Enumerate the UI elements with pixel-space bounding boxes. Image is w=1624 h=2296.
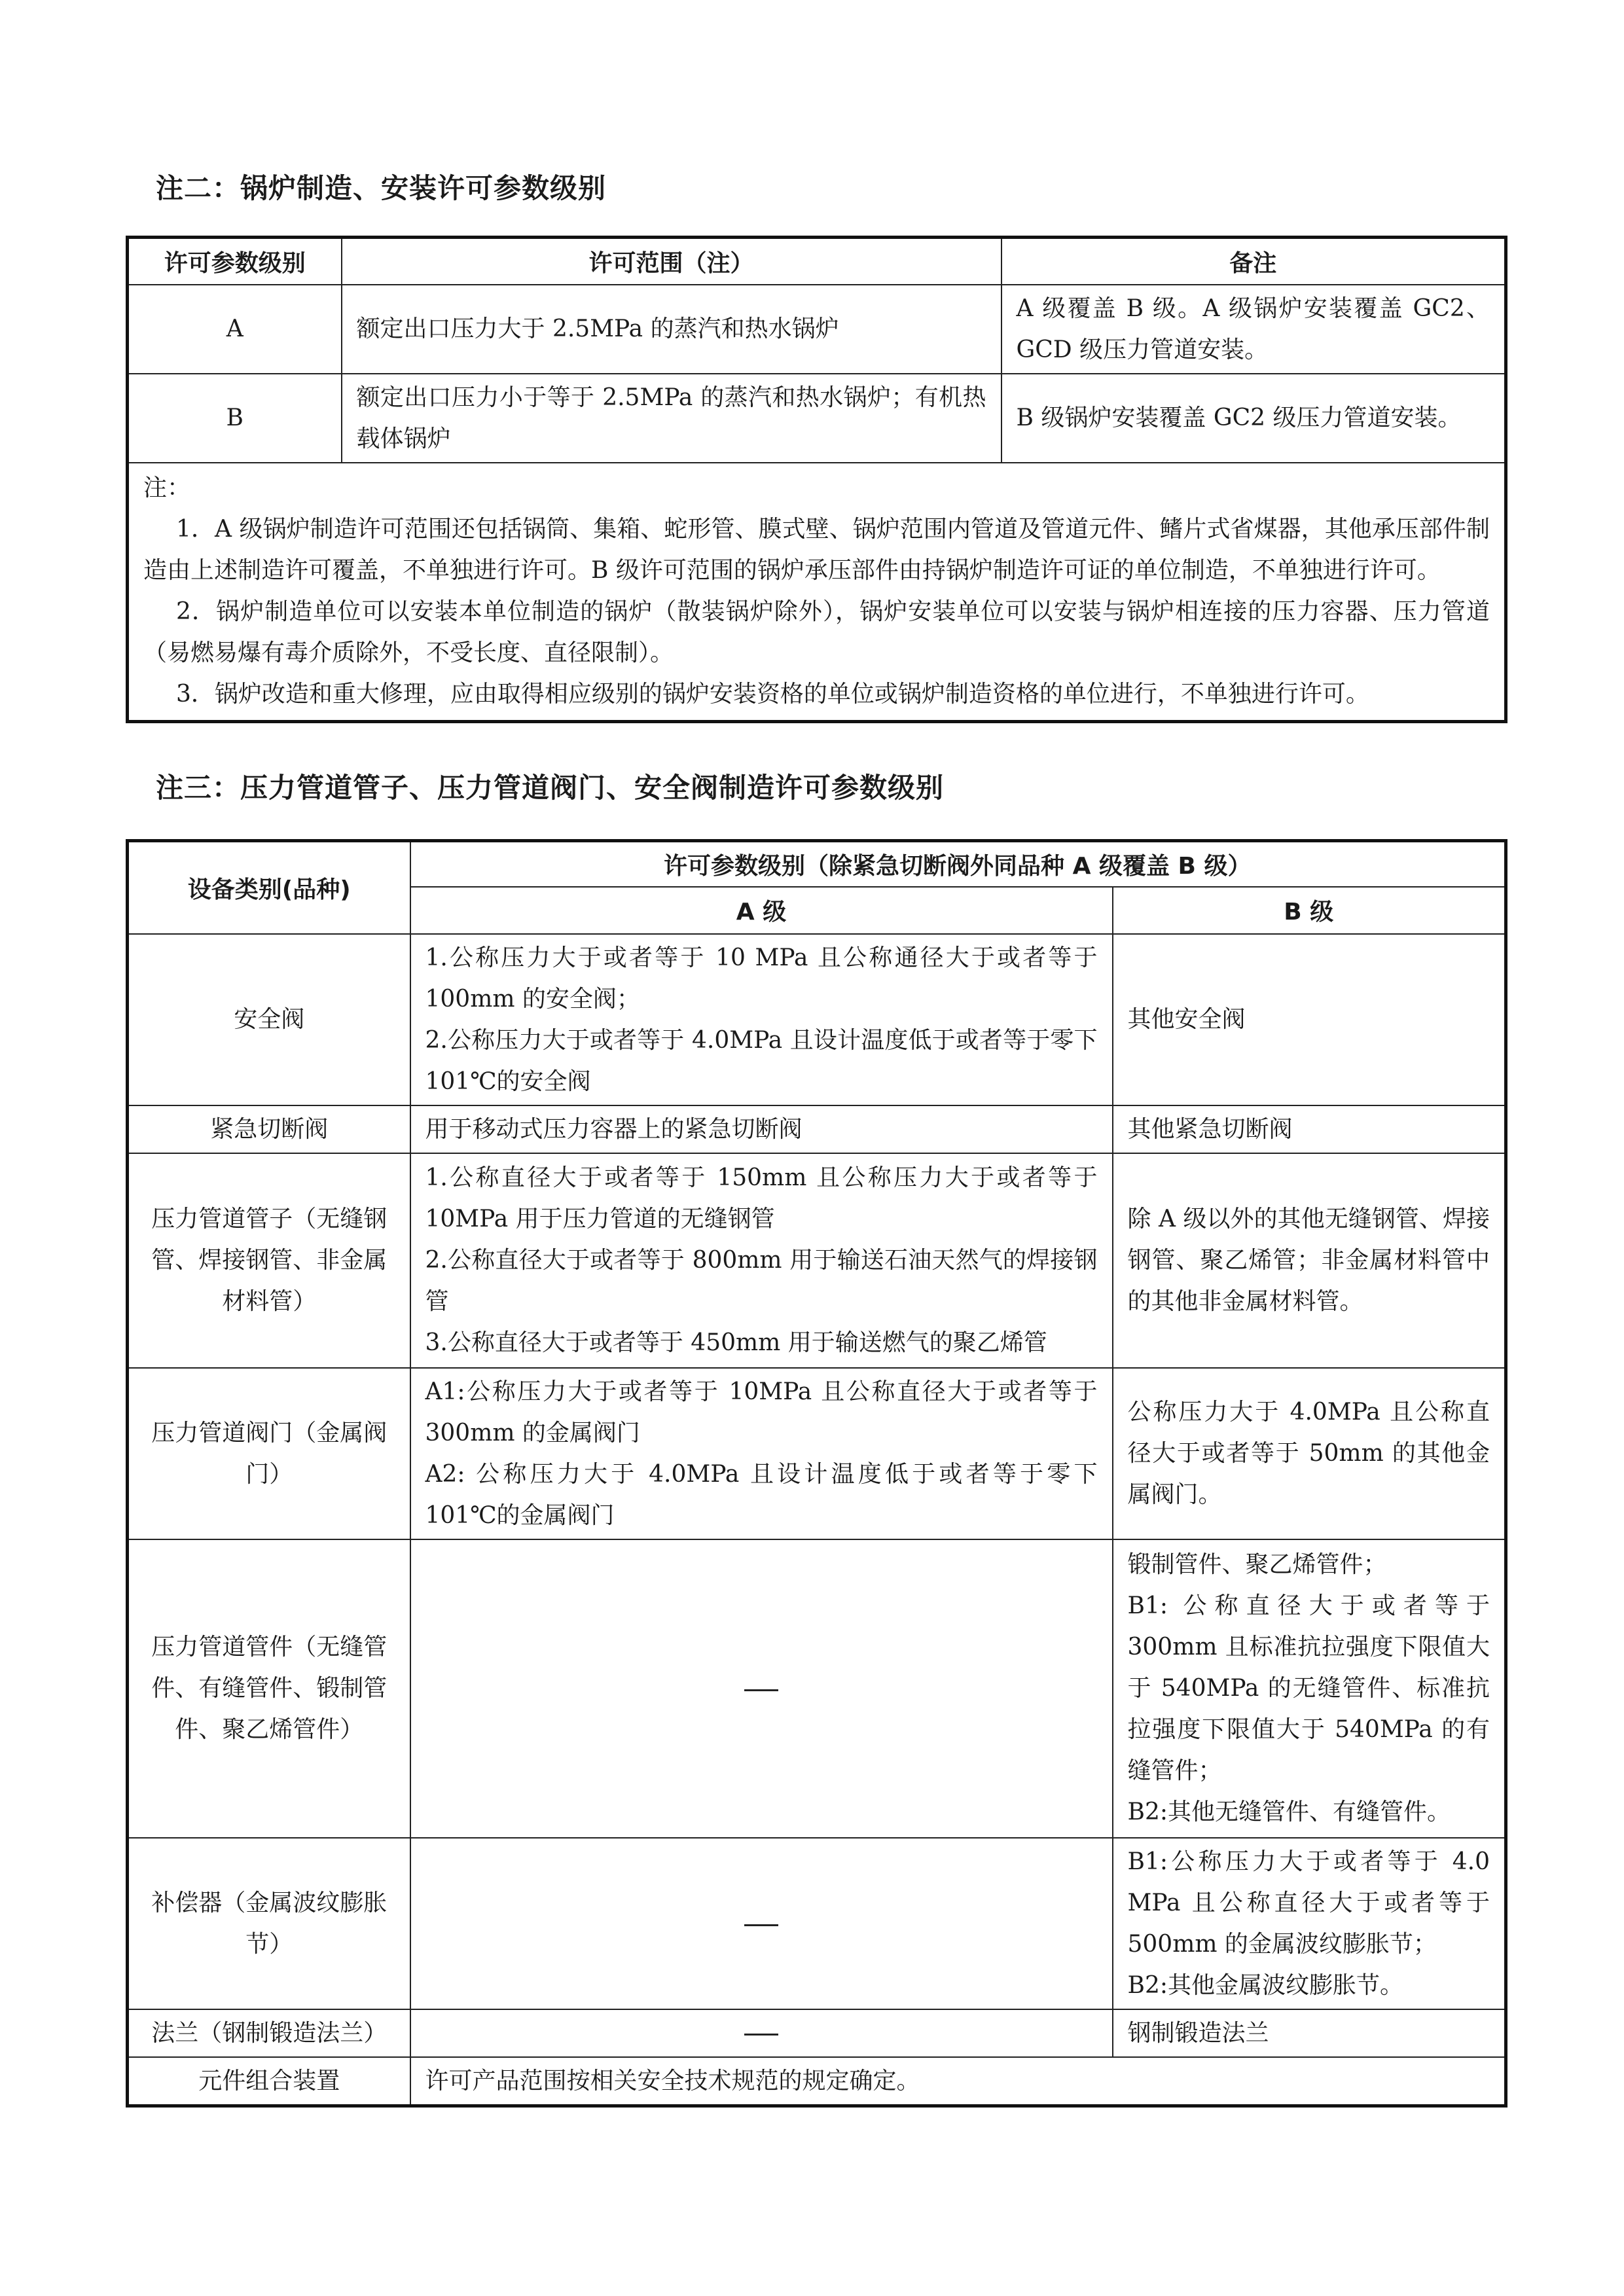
dash-mark xyxy=(744,1924,778,1926)
scope-cell: 额定出口压力大于 2.5MPa 的蒸汽和热水锅炉 xyxy=(342,285,1001,374)
note-item: 3．锅炉改造和重大修理，应由取得相应级别的锅炉安装资格的单位或锅炉制造资格的单位进行，不单独进行许可。 xyxy=(176,680,1369,708)
b-level-cell: 其他紧急切断阀 xyxy=(1113,1105,1506,1153)
b-level-line: B2:其他无缝管件、有缝管件。 xyxy=(1127,1799,1451,1825)
header-level-group: 许可参数级别（除紧急切断阀外同品种 A 级覆盖 B 级） xyxy=(410,841,1506,887)
table-header-row xyxy=(128,841,1506,887)
b-level-cell: 其他安全阀 xyxy=(1113,934,1506,1105)
a-level-line: 用于移动式压力容器上的紧急切断阀 xyxy=(425,1115,803,1143)
category-cell: 压力管道管件（无缝管件、有缝管件、锻制管件、聚乙烯管件） xyxy=(128,1539,410,1838)
b-level-line: B1: 公称直径大于或者等于 300mm 且标准抗拉强度下限值大于 540MPa 的无缝管件、标准抗拉强度下限值大于 540MPa 的有缝管件； xyxy=(1127,1592,1490,1784)
a-level-line: 3.公称直径大于或者等于 450mm 用于输送燃气的聚乙烯管 xyxy=(425,1329,1047,1356)
header-category: 设备类别(品种) xyxy=(128,841,410,934)
header-level: 许可参数级别 xyxy=(128,238,342,285)
header-a-level: A 级 xyxy=(410,887,1113,934)
category-cell: 补偿器（金属波纹膨胀节） xyxy=(128,1838,410,2009)
table-row xyxy=(128,1368,1506,1539)
category-cell: 压力管道阀门（金属阀门） xyxy=(128,1368,410,1539)
header-b-level: B 级 xyxy=(1113,887,1506,934)
pipe-valve-license-table xyxy=(126,839,1507,2108)
table-row xyxy=(128,285,1506,374)
notes-cell xyxy=(128,463,1506,722)
header-remark: 备注 xyxy=(1001,238,1506,285)
a-level-cell xyxy=(410,934,1113,1105)
table-row xyxy=(128,374,1506,463)
a-level-line: A2: 公称压力大于 4.0MPa 且设计温度低于或者等于零下 101℃的金属阀门 xyxy=(425,1460,1098,1529)
a-level-cell-empty xyxy=(410,1539,1113,1838)
section2-title: 注二：锅炉制造、安装许可参数级别 xyxy=(156,172,607,204)
section3-title: 注三：压力管道管子、压力管道阀门、安全阀制造许可参数级别 xyxy=(156,772,945,804)
a-level-cell xyxy=(410,1368,1113,1539)
b-level-line: 锻制管件、聚乙烯管件； xyxy=(1127,1551,1387,1578)
a-level-line: 1.公称直径大于或者等于 150mm 且公称压力大于或者等于 10MPa 用于压力管道的无缝钢管 xyxy=(425,1164,1098,1232)
category-cell: 安全阀 xyxy=(128,934,410,1105)
a-level-cell-empty xyxy=(410,2009,1113,2057)
dash-mark xyxy=(744,1689,778,1691)
b-level-line: B1:公称压力大于或者等于 4.0 MPa 且公称直径大于或者等于 500mm 的金属波纹膨胀节； xyxy=(1127,1848,1490,1958)
level-cell: A xyxy=(128,285,342,374)
category-cell: 法兰（钢制锻造法兰） xyxy=(128,2009,410,2057)
table-header-row xyxy=(128,238,1506,285)
note-item: 2．锅炉制造单位可以安装本单位制造的锅炉（散装锅炉除外），锅炉安装单位可以安装与锅炉相连接的压力容器、压力管道（易燃易爆有毒介质除外，不受长度、直径限制）。 xyxy=(143,598,1490,666)
b-level-cell: 除 A 级以外的其他无缝钢管、焊接钢管、聚乙烯管；非金属材料管中的其他非金属材料管。 xyxy=(1113,1153,1506,1368)
header-scope: 许可范围（注） xyxy=(342,238,1001,285)
table-row xyxy=(128,2009,1506,2057)
a-level-line: A1:公称压力大于或者等于 10MPa 且公称直径大于或者等于 300mm 的金属阀门 xyxy=(425,1378,1098,1446)
remark-cell: B 级锅炉安装覆盖 GC2 级压力管道安装。 xyxy=(1001,374,1506,463)
note-item: 1．A 级锅炉制造许可范围还包括锅筒、集箱、蛇形管、膜式壁、锅炉范围内管道及管道元件、鳍片式省煤器，其他承压部件制造由上述制造许可覆盖，不单独进行许可。B 级许可范围的锅炉承压部件由持锅炉制造许可证的单位制造，不单独进行许可。 xyxy=(143,515,1490,584)
b-level-cell: 公称压力大于 4.0MPa 且公称直径大于或者等于 50mm 的其他金属阀门。 xyxy=(1113,1368,1506,1539)
table-row xyxy=(128,934,1506,1105)
remark-cell: A 级覆盖 B 级。A 级锅炉安装覆盖 GC2、GCD 级压力管道安装。 xyxy=(1001,285,1506,374)
dash-mark xyxy=(744,2034,778,2036)
b-level-cell xyxy=(1113,1838,1506,2009)
table-row xyxy=(128,2057,1506,2106)
merged-scope-cell: 许可产品范围按相关安全技术规范的规定确定。 xyxy=(410,2057,1506,2106)
b-level-cell xyxy=(1113,1539,1506,1838)
level-cell: B xyxy=(128,374,342,463)
category-cell: 元件组合装置 xyxy=(128,2057,410,2106)
category-cell: 紧急切断阀 xyxy=(128,1105,410,1153)
a-level-cell xyxy=(410,1105,1113,1153)
table-row xyxy=(128,1105,1506,1153)
boiler-license-table xyxy=(126,236,1507,723)
a-level-line: 2.公称直径大于或者等于 800mm 用于输送石油天然气的焊接钢管 xyxy=(425,1247,1098,1315)
a-level-cell-empty xyxy=(410,1838,1113,2009)
a-level-line: 2.公称压力大于或者等于 4.0MPa 且设计温度低于或者等于零下 101℃的安全阀 xyxy=(425,1026,1098,1095)
table-row xyxy=(128,1539,1506,1838)
scope-cell: 额定出口压力小于等于 2.5MPa 的蒸汽和热水锅炉；有机热载体锅炉 xyxy=(342,374,1001,463)
table-row xyxy=(128,1838,1506,2009)
category-cell: 压力管道管子（无缝钢管、焊接钢管、非金属材料管） xyxy=(128,1153,410,1368)
notes-row xyxy=(128,463,1506,722)
notes-label: 注： xyxy=(143,474,191,501)
b-level-cell: 钢制锻造法兰 xyxy=(1113,2009,1506,2057)
table-row xyxy=(128,1153,1506,1368)
a-level-cell xyxy=(410,1153,1113,1368)
b-level-line: B2:其他金属波纹膨胀节。 xyxy=(1127,1971,1403,1999)
a-level-line: 1.公称压力大于或者等于 10 MPa 且公称通径大于或者等于 100mm 的安全阀； xyxy=(425,944,1098,1013)
